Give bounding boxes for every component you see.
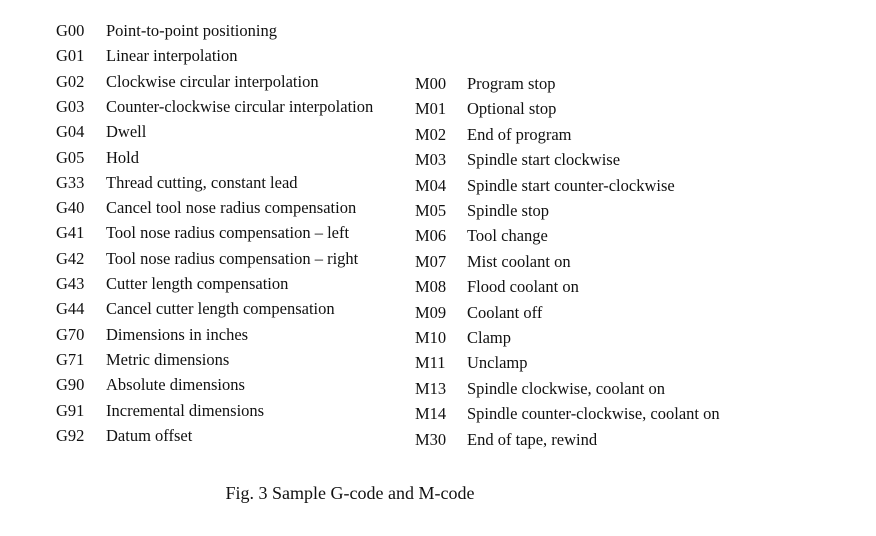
m-code-description: Spindle start counter-clockwise	[467, 175, 675, 195]
g-code-description: Thread cutting, constant lead	[106, 172, 298, 192]
m-code-description: Spindle stop	[467, 201, 550, 220]
g-code-code: G43	[56, 274, 85, 293]
m-code-description: Spindle start clockwise	[467, 150, 621, 170]
g-code-description: Incremental dimensions	[106, 400, 265, 420]
m-code-code: M06	[415, 226, 447, 246]
m-code-code: M30	[415, 429, 447, 449]
g-code-code: G01	[56, 46, 85, 66]
m-code-code: M00	[415, 74, 447, 93]
g-code-list	[56, 20, 401, 450]
g-code-code: G05	[56, 147, 85, 167]
m-code-description: End of program	[467, 124, 572, 144]
g-code-code: G70	[56, 324, 85, 344]
m-code-description: Program stop	[467, 74, 556, 93]
g-code-code: G00	[56, 21, 85, 40]
m-code-code: M08	[415, 277, 447, 297]
m-code-code: M05	[415, 201, 447, 220]
g-code-code: G91	[56, 400, 85, 420]
m-code-code: M11	[415, 353, 446, 373]
m-code-description: Clamp	[467, 328, 511, 347]
g-code-description: Clockwise circular interpolation	[106, 71, 319, 91]
g-code-description: Counter-clockwise circular interpolation	[106, 96, 374, 116]
m-code-description: Unclamp	[467, 353, 528, 373]
m-code-code: M07	[415, 251, 447, 271]
m-code-description: Flood coolant on	[467, 277, 579, 297]
m-code-description: Spindle counter-clockwise, coolant on	[467, 404, 720, 424]
g-code-description: Cancel cutter length compensation	[106, 299, 335, 319]
g-code-code: G40	[56, 198, 85, 218]
m-code-code: M02	[415, 124, 447, 144]
g-code-description: Absolute dimensions	[106, 375, 245, 395]
g-code-code: G04	[56, 122, 85, 142]
g-code-description: Point-to-point positioning	[106, 21, 277, 40]
g-code-code: G33	[56, 172, 85, 192]
g-code-code: G71	[56, 349, 85, 369]
m-code-description: Coolant off	[467, 302, 543, 322]
m-code-list	[415, 73, 745, 455]
m-code-code: M03	[415, 150, 447, 170]
g-code-code: G92	[56, 425, 85, 445]
g-code-code: G41	[56, 223, 85, 243]
g-code-description: Tool nose radius compensation – left	[106, 223, 350, 243]
g-code-code: G42	[56, 248, 85, 268]
m-code-description: Optional stop	[467, 99, 557, 119]
g-code-code: G02	[56, 71, 85, 91]
m-code-code: M04	[415, 175, 447, 195]
m-code-description: End of tape, rewind	[467, 429, 598, 449]
m-code-code: M01	[415, 99, 447, 119]
m-code-description: Tool change	[467, 226, 548, 246]
g-code-description: Datum offset	[106, 425, 193, 445]
m-code-code: M13	[415, 378, 447, 398]
g-code-code: G90	[56, 375, 85, 395]
g-code-description: Dimensions in inches	[106, 324, 249, 344]
g-code-description: Metric dimensions	[106, 349, 230, 369]
g-code-code: G03	[56, 96, 85, 116]
m-code-code: M09	[415, 302, 447, 322]
m-code-code: M14	[415, 404, 447, 424]
m-code-description: Spindle clockwise, coolant on	[467, 378, 665, 398]
m-code-description: Mist coolant on	[467, 251, 571, 271]
m-code-code: M10	[415, 328, 447, 347]
g-code-description: Dwell	[106, 122, 147, 142]
g-code-description: Cutter length compensation	[106, 274, 289, 293]
g-code-description: Tool nose radius compensation – right	[106, 248, 359, 268]
figure-caption: Fig. 3 Sample G-code and M-code	[225, 483, 475, 503]
g-code-description: Hold	[106, 147, 139, 167]
g-code-description: Linear interpolation	[106, 46, 238, 66]
g-code-description: Cancel tool nose radius compensation	[106, 198, 357, 218]
g-code-code: G44	[56, 299, 85, 319]
